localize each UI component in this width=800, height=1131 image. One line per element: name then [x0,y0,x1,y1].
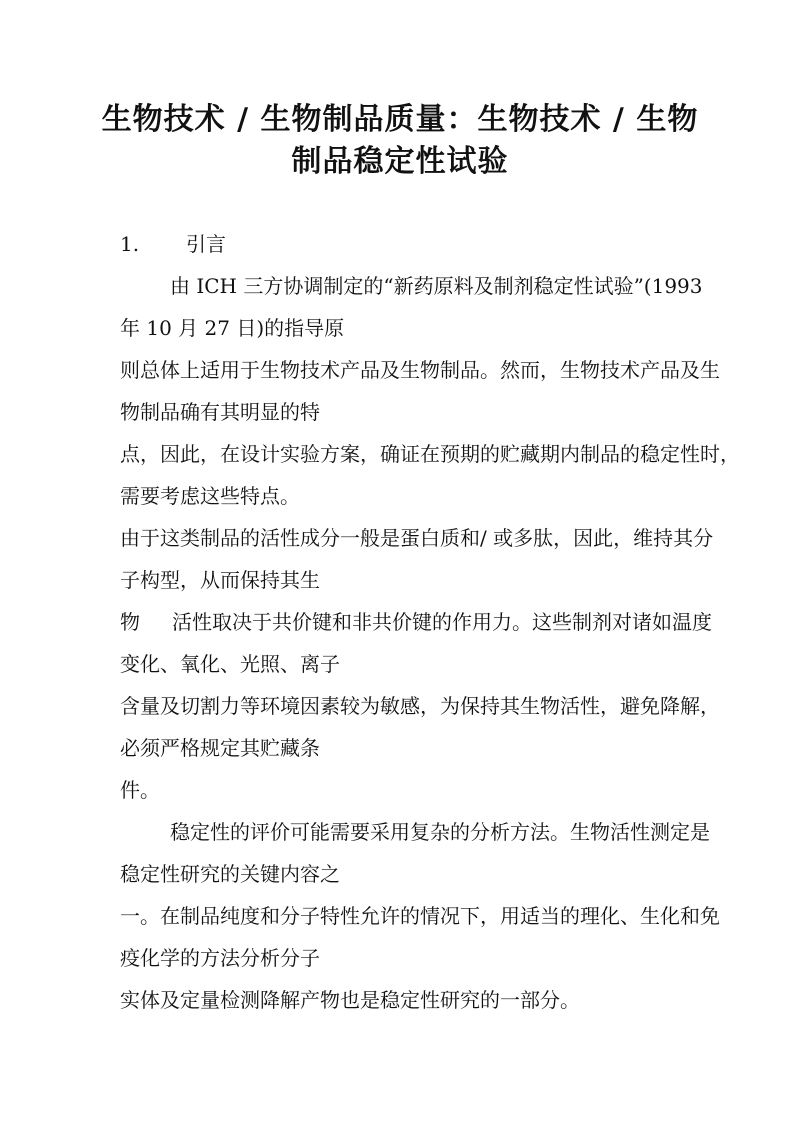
paragraph-2-line-5: 实体及定量检测降解产物也是稳定性研究的一部分。 [120,988,580,1012]
paragraph-2-line-2: 稳定性研究的关键内容之 [120,862,340,886]
paragraph-1-split-start: 物 [120,610,140,634]
paragraph-2-line-1: 稳定性的评价可能需要采用复杂的分析方法。生物活性测定是 [170,820,710,844]
document-title-line-1: 生物技术 / 生物制品质量：生物技术 / 生物 [101,102,699,137]
paragraph-1-line-8: 子构型，从而保持其生 [120,568,320,592]
paragraph-1-line-after-3: 必须严格规定其贮藏条 [120,736,320,760]
paragraph-1-line-6: 需要考虑这些特点。 [120,484,300,508]
paragraph-2-line-4: 疫化学的方法分析分子 [120,946,320,970]
paragraph-1-split-rest: 活性取决于共价键和非共价键的作用力。这些制剂对诸如温度 [172,610,712,634]
section-number: 1. [120,232,140,256]
paragraph-1-line-after-1: 变化、氧化、光照、离子 [120,652,340,676]
section-heading: 引言 [186,232,226,256]
document-title-line-2: 制品稳定性试验 [291,144,509,179]
paragraph-1-line-2: 年 10 月 27 日)的指导原 [120,316,345,340]
paragraph-1-line-7: 由于这类制品的活性成分一般是蛋白质和/ 或多肽，因此，维持其分 [120,526,714,550]
paragraph-1-line-3: 则总体上适用于生物技术产品及生物制品。然而，生物技术产品及生 [120,358,720,382]
paragraph-1-line-after-4: 件。 [120,778,160,802]
paragraph-1-line-4: 物制品确有其明显的特 [120,400,320,424]
paragraph-2-line-3: 一。在制品纯度和分子特性允许的情况下，用适当的理化、生化和免 [120,904,720,928]
paragraph-1-line-after-2: 含量及切割力等环境因素较为敏感，为保持其生物活性，避免降解， [120,694,720,718]
paragraph-1-line-1: 由 ICH 三方协调制定的“新药原料及制剂稳定性试验”(1993 [170,274,703,298]
paragraph-1-line-5: 点，因此，在设计实验方案，确证在预期的贮藏期内制品的稳定性时， [120,442,740,466]
